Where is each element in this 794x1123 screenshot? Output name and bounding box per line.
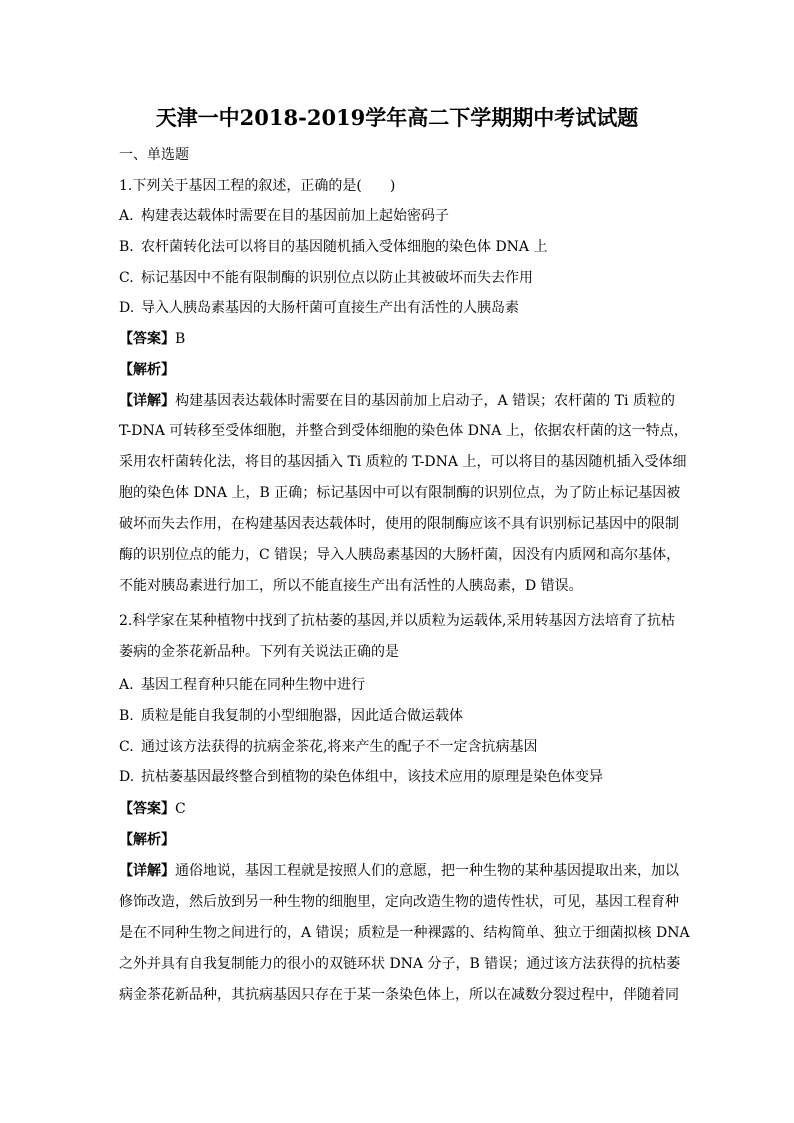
option-text: 抗枯萎基因最终整合到植物的染色体组中，该技术应用的原理是染色体变异 xyxy=(141,769,603,785)
section-heading: 一、单选题 xyxy=(119,147,189,163)
q1-detail-line: 采用农杆菌转化法，将目的基因插入 Ti 质粒的 T-DNA 上，可以将目的基因随机插入受体细 xyxy=(119,454,687,470)
q1-detail-line: T-DNA 可转移至受体细胞，并整合到受体细胞的染色体 DNA 上，依据农杆菌的这一特点， xyxy=(119,423,688,439)
document-title: 天津一中2018-2019学年高二下学期期中考试试题 xyxy=(155,105,639,130)
option-letter: C. xyxy=(119,270,134,286)
option-letter: C. xyxy=(119,739,134,755)
q2-option-c xyxy=(119,737,679,757)
q2-stem-line: 萎病的金茶花新品种。下列有关说法正确的是 xyxy=(119,644,399,660)
option-letter: D. xyxy=(119,769,135,785)
q2-detail-line: 修饰改造，然后放到另一种生物的细胞里，定向改造生物的遗传性状，可见，基因工程育种 xyxy=(119,894,679,910)
option-text: 通过该方法获得的抗病金茶花,将来产生的配子不一定含抗病基因 xyxy=(141,739,538,755)
detail-label: 【详解】 xyxy=(119,863,175,879)
q2-option-b xyxy=(119,706,679,726)
q2-answer xyxy=(119,799,679,819)
option-text: 导入人胰岛素基因的大肠杆菌可直接生产出有活性的人胰岛素 xyxy=(141,300,519,316)
q2-detail-line: 【详解】通俗地说，基因工程就是按照人们的意愿，把一种生物的某种基因提取出来，加以 xyxy=(119,863,679,879)
option-text: 构建表达载体时需要在目的基因前加上起始密码子 xyxy=(141,208,449,224)
detail-label: 【详解】 xyxy=(119,393,176,409)
option-text: 基因工程育种只能在同种生物中进行 xyxy=(141,677,365,693)
q2-detail-line: 病金茶花新品种，其抗病基因只存在于某一条染色体上，所以在减数分裂过程中，伴随着同 xyxy=(119,987,679,1003)
q1-option-a xyxy=(119,206,679,226)
answer-value: B xyxy=(175,331,186,347)
option-text: 标记基因中不能有限制酶的识别位点以防止其被破坏而失去作用 xyxy=(141,270,533,286)
option-letter: A. xyxy=(119,677,134,693)
answer-label: 【答案】 xyxy=(119,801,175,817)
q1-detail-line: 不能对胰岛素进行加工，所以不能直接生产出有活性的人胰岛素，D 错误。 xyxy=(119,578,583,594)
q1-detail-line: 酶的识别位点的能力，C 错误；导入人胰岛素基因的大肠杆菌，因没有内质网和高尔基体， xyxy=(119,547,681,563)
q1-option-c xyxy=(119,268,679,288)
q2-option-d xyxy=(119,767,679,787)
q1-stem: 1.下列关于基因工程的叙述，正确的是( ) xyxy=(119,178,396,194)
q1-option-b xyxy=(119,237,679,257)
q1-detail-line: 【详解】构建基因表达载体时需要在目的基因前加上启动子，A 错误；农杆菌的 Ti 质粒的 xyxy=(119,393,675,409)
q1-detail-line: 破坏而失去作用，在构建基因表达载体时，使用的限制酶应该不具有识别标记基因中的限制 xyxy=(119,516,679,532)
q1-option-d xyxy=(119,298,679,318)
answer-label: 【答案】 xyxy=(119,331,175,347)
option-letter: B. xyxy=(119,239,134,255)
q2-analysis-label: 【解析】 xyxy=(119,832,175,848)
q2-stem-line: 2.科学家在某种植物中找到了抗枯萎的基因,并以质粒为运载体,采用转基因方法培育了抗枯 xyxy=(119,613,675,629)
q1-answer xyxy=(119,329,679,349)
option-letter: A. xyxy=(119,208,134,224)
q2-detail-line: 是在不同种生物之间进行的，A 错误；质粒是一种裸露的、结构简单、独立于细菌拟核 DNA xyxy=(119,925,690,941)
option-text: 农杆菌转化法可以将目的基因随机插入受体细胞的染色体 DNA 上 xyxy=(141,239,548,255)
q2-option-a xyxy=(119,675,679,695)
q1-detail-line: 胞的染色体 DNA 上，B 正确；标记基因中可以有限制酶的识别位点，为了防止标记基因被 xyxy=(119,485,681,501)
option-text: 质粒是能自我复制的小型细胞器，因此适合做运载体 xyxy=(141,708,463,724)
q1-analysis-label: 【解析】 xyxy=(119,362,175,378)
option-letter: D. xyxy=(119,300,135,316)
option-letter: B. xyxy=(119,708,134,724)
q2-detail-line: 之外并具有自我复制能力的很小的双链环状 DNA 分子，B 错误；通过该方法获得的抗枯萎 xyxy=(119,956,681,972)
answer-value: C xyxy=(175,801,186,817)
